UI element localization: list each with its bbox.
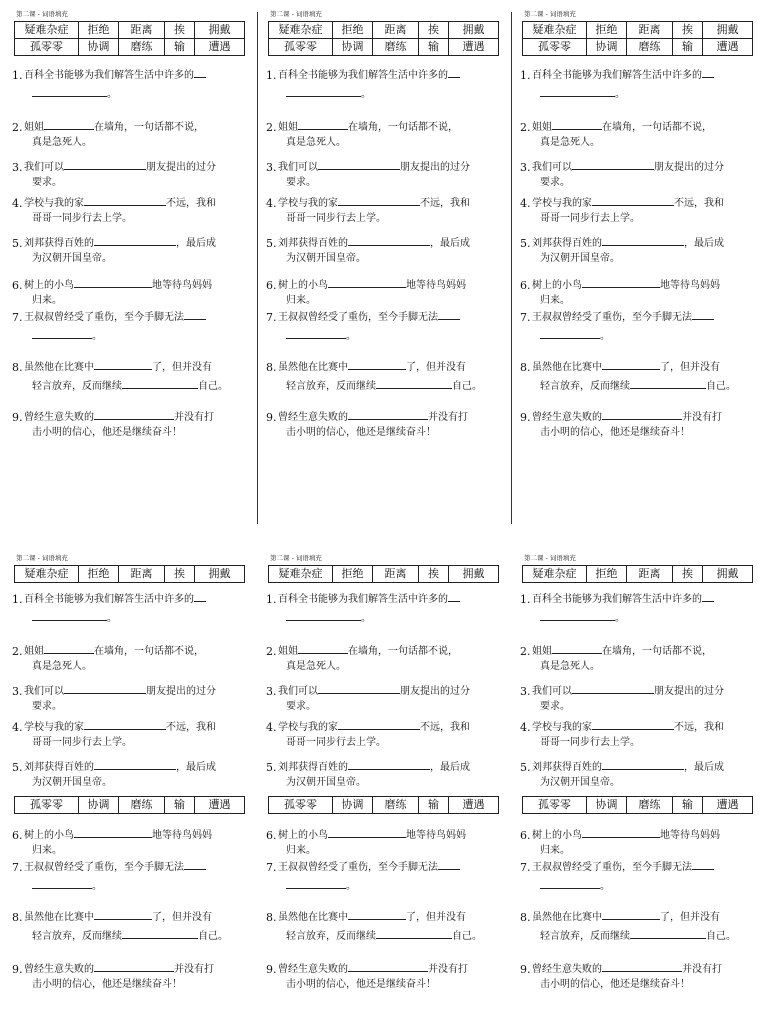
word-bank-table <box>522 565 753 583</box>
answer-blank <box>630 937 706 939</box>
word-cell: 挨 <box>419 22 449 39</box>
question-3: 3. 我们可以 朋友提出的过分 要求。 <box>520 685 724 712</box>
answer-blank <box>64 168 146 170</box>
answer-blank <box>318 692 400 694</box>
word-cell: 拥戴 <box>195 22 245 39</box>
word-cell: 疑难杂症 <box>523 22 587 39</box>
question-4: 4. 学校与我的家 不远，我和 哥哥一同步行去上学。 <box>266 197 470 224</box>
word-cell: 拒绝 <box>79 566 119 583</box>
word-cell: 输 <box>419 39 449 56</box>
answer-blank <box>602 244 684 246</box>
question-5: 5. 刘邦获得百姓的 ，最后成 为汉朝开国皇帝。 <box>12 761 216 788</box>
answer-blank <box>702 600 714 602</box>
answer-blank <box>94 970 174 972</box>
word-cell: 孤零零 <box>523 797 587 814</box>
word-cell: 挨 <box>673 566 703 583</box>
word-cell: 磨练 <box>373 39 419 56</box>
word-bank-table <box>14 21 245 56</box>
answer-blank <box>74 286 152 288</box>
question-7: 7. 王叔叔曾经受了重伤，至今手脚无法 。 <box>14 310 248 344</box>
question-8: 8. 虽然他在比赛中 了，但并没有 轻言放弃，反而继续 自己。 <box>520 911 736 942</box>
answer-blank <box>44 652 94 654</box>
word-cell: 磨练 <box>119 797 165 814</box>
answer-blank <box>286 619 361 621</box>
word-cell: 孤零零 <box>15 797 79 814</box>
answer-blank <box>286 337 346 339</box>
answer-blank <box>448 600 460 602</box>
answer-blank <box>692 868 714 870</box>
question-5: 5. 刘邦获得百姓的 ，最后成 为汉朝开国皇帝。 <box>520 761 724 788</box>
worksheet-2 <box>268 10 502 510</box>
answer-blank <box>194 600 206 602</box>
answer-blank <box>448 76 460 78</box>
word-cell: 距离 <box>119 22 165 39</box>
word-cell: 输 <box>673 39 703 56</box>
question-4: 4. 学校与我的家 不远，我和 哥哥一同步行去上学。 <box>12 197 216 224</box>
answer-blank <box>122 387 198 389</box>
answer-blank <box>348 418 428 420</box>
question-2: 2. 姐姐 在墙角，一句话都不说， 真是急死人。 <box>266 645 458 672</box>
answer-blank <box>702 76 714 78</box>
question-9: 9. 曾经生意失败的 并没有打 击小明的信心，他还是继续奋斗！ <box>12 963 214 990</box>
answer-blank <box>318 168 400 170</box>
answer-blank <box>348 918 406 920</box>
word-cell: 协调 <box>587 39 627 56</box>
question-9: 9. 曾经生意失败的 并没有打 击小明的信心，他还是继续奋斗！ <box>12 411 214 438</box>
question-4: 4. 学校与我的家 不远，我和 哥哥一同步行去上学。 <box>266 721 470 748</box>
worksheet-5 <box>268 554 502 1014</box>
word-cell: 拒绝 <box>587 566 627 583</box>
word-cell: 遭遇 <box>449 797 499 814</box>
word-cell: 遭遇 <box>449 39 499 56</box>
answer-blank <box>32 887 92 889</box>
answer-blank <box>602 418 682 420</box>
question-1: 1. 百科全书能够为我们解答生活中许多的 。 <box>14 592 248 626</box>
question-1: 1. 百科全书能够为我们解答生活中许多的 。 <box>268 592 502 626</box>
word-cell: 磨练 <box>373 797 419 814</box>
answer-blank <box>552 652 602 654</box>
answer-blank <box>328 286 406 288</box>
question-9: 9. 曾经生意失败的 并没有打 击小明的信心，他还是继续奋斗！ <box>266 411 468 438</box>
answer-blank <box>592 728 674 730</box>
answer-blank <box>572 168 654 170</box>
word-cell: 疑难杂症 <box>523 566 587 583</box>
word-cell: 协调 <box>79 797 119 814</box>
answer-blank <box>32 337 92 339</box>
question-6: 6. 树上的小鸟 地等待鸟妈妈 归来。 <box>12 279 212 306</box>
answer-blank <box>84 204 166 206</box>
word-cell: 拒绝 <box>333 566 373 583</box>
worksheet-title: 第二课 - 词语填充 <box>270 554 322 562</box>
word-cell: 磨练 <box>119 39 165 56</box>
word-cell: 拒绝 <box>587 22 627 39</box>
answer-blank <box>94 244 176 246</box>
question-8: 8. 虽然他在比赛中 了，但并没有 轻言放弃，反而继续 自己。 <box>12 911 228 942</box>
word-cell: 拥戴 <box>195 566 245 583</box>
answer-blank <box>74 836 152 838</box>
answer-blank <box>184 318 206 320</box>
question-7: 7. 王叔叔曾经受了重伤，至今手脚无法 。 <box>268 860 502 894</box>
word-cell: 孤零零 <box>523 39 587 56</box>
worksheet-title: 第二课 - 词语填充 <box>16 554 68 562</box>
question-6: 6. 树上的小鸟 地等待鸟妈妈 归来。 <box>266 829 466 856</box>
question-8: 8. 虽然他在比赛中 了，但并没有 轻言放弃，反而继续 自己。 <box>266 361 482 392</box>
question-3: 3. 我们可以 朋友提出的过分 要求。 <box>520 161 724 188</box>
word-cell: 距离 <box>373 22 419 39</box>
question-4: 4. 学校与我的家 不远，我和 哥哥一同步行去上学。 <box>12 721 216 748</box>
answer-blank <box>286 95 361 97</box>
question-2: 2. 姐姐 在墙角，一句话都不说， 真是急死人。 <box>520 121 712 148</box>
answer-blank <box>540 337 600 339</box>
answer-blank <box>630 387 706 389</box>
word-cell: 孤零零 <box>269 39 333 56</box>
question-8: 8. 虽然他在比赛中 了，但并没有 轻言放弃，反而继续 自己。 <box>12 361 228 392</box>
answer-blank <box>298 652 348 654</box>
word-cell: 输 <box>165 39 195 56</box>
answer-blank <box>32 95 107 97</box>
answer-blank <box>602 768 684 770</box>
answer-blank <box>376 387 452 389</box>
word-bank-table <box>268 21 499 56</box>
word-cell: 拥戴 <box>703 22 753 39</box>
answer-blank <box>94 768 176 770</box>
question-6: 6. 树上的小鸟 地等待鸟妈妈 归来。 <box>520 829 720 856</box>
answer-blank <box>552 128 602 130</box>
word-cell: 距离 <box>373 566 419 583</box>
question-9: 9. 曾经生意失败的 并没有打 击小明的信心，他还是继续奋斗！ <box>520 411 722 438</box>
question-6: 6. 树上的小鸟 地等待鸟妈妈 归来。 <box>520 279 720 306</box>
divider-line <box>511 12 512 524</box>
word-bank-table <box>268 796 499 814</box>
question-4: 4. 学校与我的家 不远，我和 哥哥一同步行去上学。 <box>520 721 724 748</box>
word-cell: 挨 <box>673 22 703 39</box>
word-cell: 遭遇 <box>195 797 245 814</box>
word-cell: 协调 <box>79 39 119 56</box>
answer-blank <box>592 204 674 206</box>
question-6: 6. 树上的小鸟 地等待鸟妈妈 归来。 <box>266 279 466 306</box>
answer-blank <box>84 728 166 730</box>
word-bank-table <box>14 796 245 814</box>
word-cell: 拥戴 <box>449 22 499 39</box>
word-cell: 遭遇 <box>195 39 245 56</box>
worksheet-6 <box>522 554 756 1014</box>
worksheet-title: 第二课 - 词语填充 <box>524 10 576 18</box>
question-3: 3. 我们可以 朋友提出的过分 要求。 <box>266 161 470 188</box>
word-cell: 距离 <box>627 22 673 39</box>
question-8: 8. 虽然他在比赛中 了，但并没有 轻言放弃，反而继续 自己。 <box>520 361 736 392</box>
question-2: 2. 姐姐 在墙角，一句话都不说， 真是急死人。 <box>12 645 204 672</box>
question-7: 7. 王叔叔曾经受了重伤，至今手脚无法 。 <box>522 310 756 344</box>
word-bank-table <box>14 565 245 583</box>
question-6: 6. 树上的小鸟 地等待鸟妈妈 归来。 <box>12 829 212 856</box>
question-5: 5. 刘邦获得百姓的 ，最后成 为汉朝开国皇帝。 <box>266 237 470 264</box>
word-cell: 疑难杂症 <box>269 566 333 583</box>
word-cell: 协调 <box>587 797 627 814</box>
question-4: 4. 学校与我的家 不远，我和 哥哥一同步行去上学。 <box>520 197 724 224</box>
word-cell: 磨练 <box>627 39 673 56</box>
answer-blank <box>44 128 94 130</box>
answer-blank <box>348 970 428 972</box>
word-cell: 拒绝 <box>79 22 119 39</box>
word-cell: 孤零零 <box>15 39 79 56</box>
answer-blank <box>286 887 346 889</box>
word-cell: 输 <box>165 797 195 814</box>
answer-blank <box>540 887 600 889</box>
word-bank-table <box>268 565 499 583</box>
word-cell: 挨 <box>165 22 195 39</box>
word-cell: 孤零零 <box>269 797 333 814</box>
word-cell: 挨 <box>419 566 449 583</box>
answer-blank <box>376 937 452 939</box>
answer-blank <box>194 76 206 78</box>
question-9: 9. 曾经生意失败的 并没有打 击小明的信心，他还是继续奋斗！ <box>266 963 468 990</box>
word-cell: 磨练 <box>627 797 673 814</box>
word-cell: 拒绝 <box>333 22 373 39</box>
question-7: 7. 王叔叔曾经受了重伤，至今手脚无法 。 <box>268 310 502 344</box>
answer-blank <box>602 970 682 972</box>
word-bank-table <box>522 21 753 56</box>
question-5: 5. 刘邦获得百姓的 ，最后成 为汉朝开国皇帝。 <box>12 237 216 264</box>
word-cell: 拥戴 <box>703 566 753 583</box>
answer-blank <box>64 692 146 694</box>
answer-blank <box>540 95 615 97</box>
word-cell: 疑难杂症 <box>15 22 79 39</box>
word-cell: 挨 <box>165 566 195 583</box>
question-2: 2. 姐姐 在墙角，一句话都不说， 真是急死人。 <box>12 121 204 148</box>
answer-blank <box>338 728 420 730</box>
question-1: 1. 百科全书能够为我们解答生活中许多的 。 <box>522 68 756 102</box>
answer-blank <box>184 868 206 870</box>
question-1: 1. 百科全书能够为我们解答生活中许多的 。 <box>268 68 502 102</box>
word-cell: 协调 <box>333 39 373 56</box>
answer-blank <box>582 286 660 288</box>
worksheet-title: 第二课 - 词语填充 <box>524 554 576 562</box>
answer-blank <box>692 318 714 320</box>
worksheet-title: 第二课 - 词语填充 <box>16 10 68 18</box>
answer-blank <box>94 418 174 420</box>
worksheet-1 <box>14 10 248 510</box>
question-3: 3. 我们可以 朋友提出的过分 要求。 <box>12 161 216 188</box>
answer-blank <box>94 918 152 920</box>
answer-blank <box>298 128 348 130</box>
question-7: 7. 王叔叔曾经受了重伤，至今手脚无法 。 <box>522 860 756 894</box>
answer-blank <box>348 244 430 246</box>
worksheet-3 <box>522 10 756 510</box>
word-cell: 协调 <box>333 797 373 814</box>
answer-blank <box>348 368 406 370</box>
question-3: 3. 我们可以 朋友提出的过分 要求。 <box>266 685 470 712</box>
word-bank-table <box>522 796 753 814</box>
question-5: 5. 刘邦获得百姓的 ，最后成 为汉朝开国皇帝。 <box>266 761 470 788</box>
answer-blank <box>438 868 460 870</box>
answer-blank <box>328 836 406 838</box>
answer-blank <box>602 918 660 920</box>
word-cell: 输 <box>673 797 703 814</box>
question-2: 2. 姐姐 在墙角，一句话都不说， 真是急死人。 <box>266 121 458 148</box>
word-cell: 遭遇 <box>703 39 753 56</box>
worksheet-4 <box>14 554 248 1014</box>
answer-blank <box>338 204 420 206</box>
worksheet-title: 第二课 - 词语填充 <box>270 10 322 18</box>
word-cell: 距离 <box>119 566 165 583</box>
question-2: 2. 姐姐 在墙角，一句话都不说， 真是急死人。 <box>520 645 712 672</box>
word-cell: 疑难杂症 <box>15 566 79 583</box>
answer-blank <box>94 368 152 370</box>
question-8: 8. 虽然他在比赛中 了，但并没有 轻言放弃，反而继续 自己。 <box>266 911 482 942</box>
question-5: 5. 刘邦获得百姓的 ，最后成 为汉朝开国皇帝。 <box>520 237 724 264</box>
word-cell: 遭遇 <box>703 797 753 814</box>
answer-blank <box>602 368 660 370</box>
question-1: 1. 百科全书能够为我们解答生活中许多的 。 <box>14 68 248 102</box>
question-1: 1. 百科全书能够为我们解答生活中许多的 。 <box>522 592 756 626</box>
answer-blank <box>572 692 654 694</box>
answer-blank <box>438 318 460 320</box>
answer-blank <box>32 619 107 621</box>
word-cell: 拥戴 <box>449 566 499 583</box>
word-cell: 疑难杂症 <box>269 22 333 39</box>
question-7: 7. 王叔叔曾经受了重伤，至今手脚无法 。 <box>14 860 248 894</box>
answer-blank <box>122 937 198 939</box>
answer-blank <box>540 619 615 621</box>
answer-blank <box>582 836 660 838</box>
answer-blank <box>348 768 430 770</box>
question-3: 3. 我们可以 朋友提出的过分 要求。 <box>12 685 216 712</box>
word-cell: 距离 <box>627 566 673 583</box>
question-9: 9. 曾经生意失败的 并没有打 击小明的信心，他还是继续奋斗！ <box>520 963 722 990</box>
word-cell: 输 <box>419 797 449 814</box>
divider-line <box>257 12 258 524</box>
